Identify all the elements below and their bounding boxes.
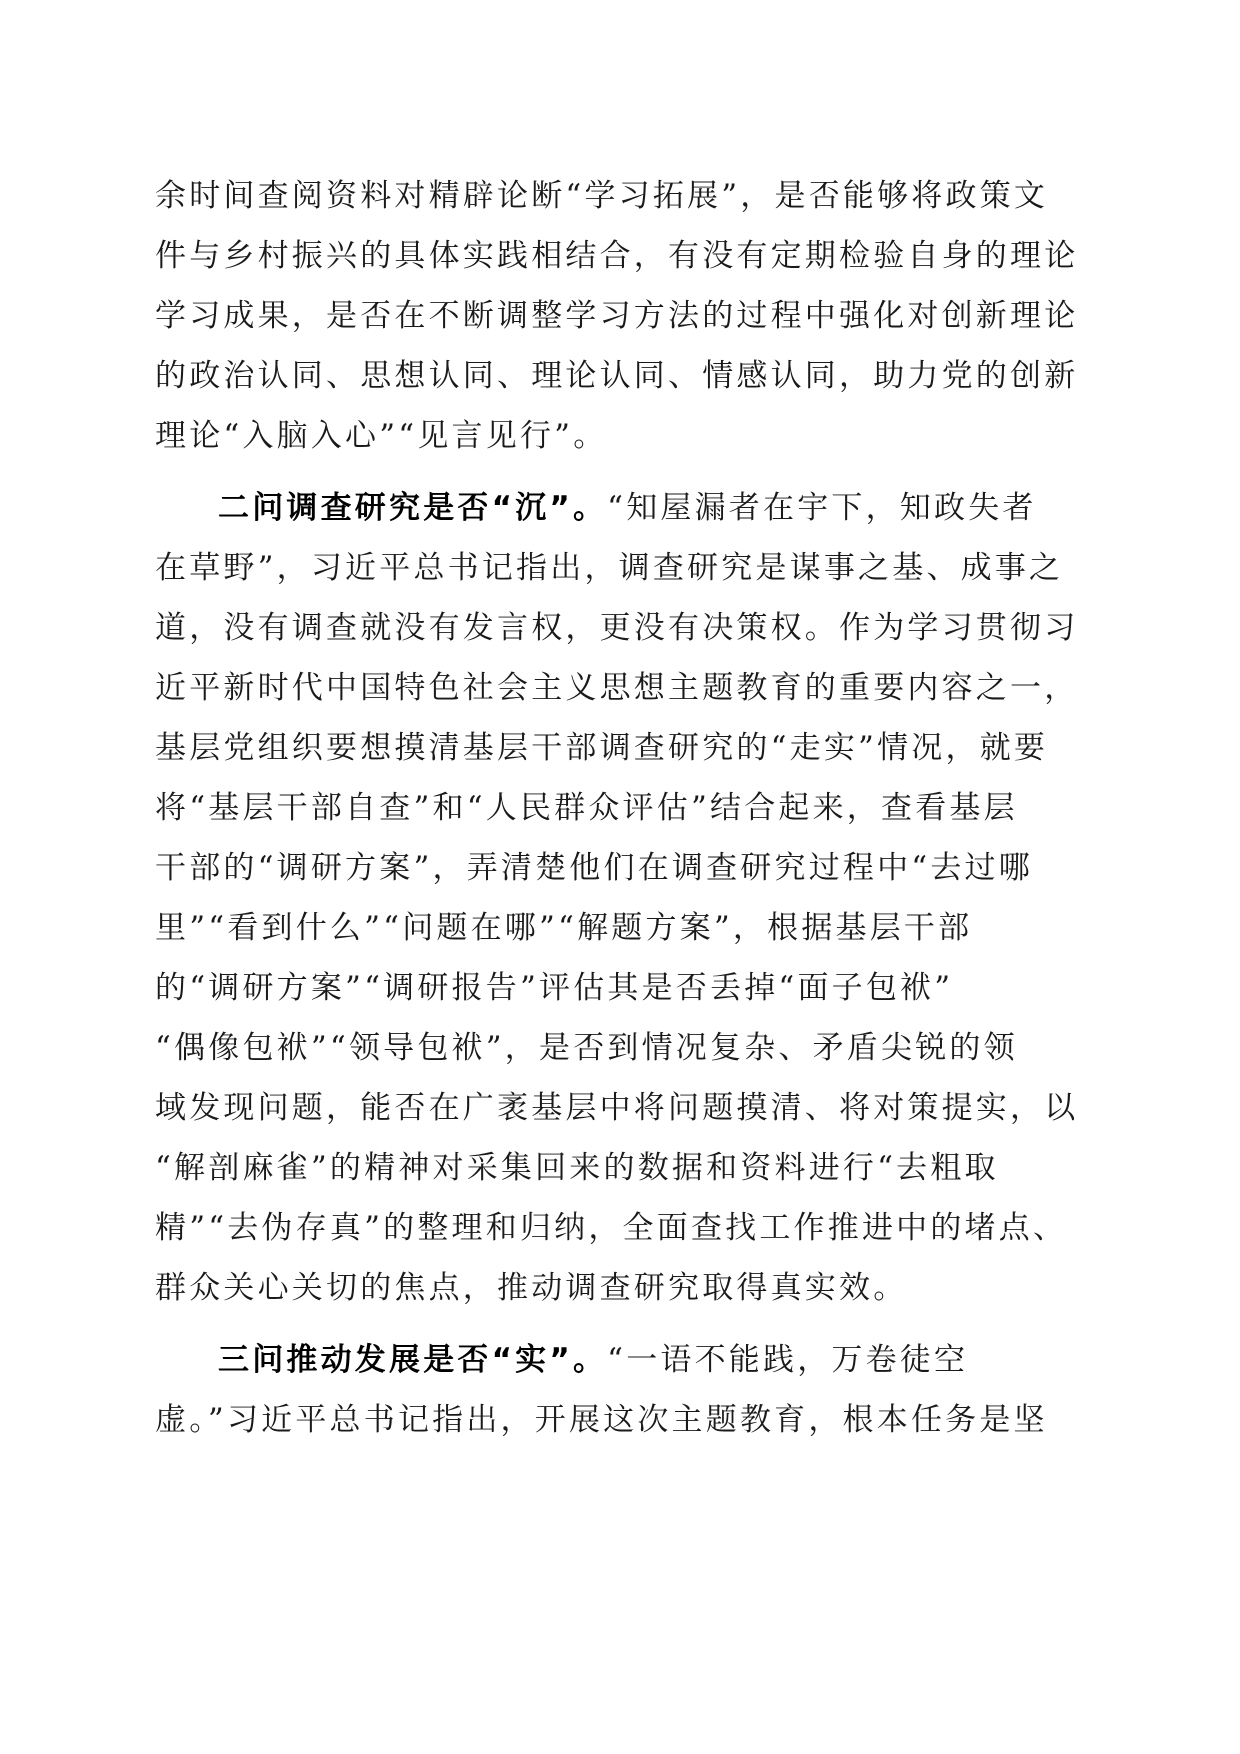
paragraph-first-line [218, 476, 1085, 540]
text-line: 的“调研方案”“调研报告”评估其是否丢掉“面子包袱” [155, 970, 954, 1006]
section-heading-3: 三问推动发展是否“实”。 [218, 1342, 608, 1378]
text-line: “偶像包袱”“领导包袱”，是否到情况复杂、矛盾尖锐的领 [155, 1030, 1018, 1066]
text-line: 理论“入脑入心”“见言见行”。 [155, 418, 608, 454]
text-line: 域发现问题，能否在广袤基层中将问题摸清、将对策提实，以 [155, 1090, 1079, 1126]
text-span: “知屋漏者在宇下，知政失者 [607, 490, 1037, 526]
text-line: 在草野”，习近平总书记指出，调查研究是谋事之基、成事之 [155, 550, 1064, 586]
text-line: 的政治认同、思想认同、理论认同、情感认同，助力党的创新 [155, 358, 1079, 394]
text-span: “一语不能践，万卷徒空 [607, 1342, 969, 1378]
text-line: 近平新时代中国特色社会主义思想主题教育的重要内容之一， [155, 670, 1079, 706]
text-line: 虚。”习近平总书记指出，开展这次主题教育，根本任务是坚 [155, 1402, 1048, 1438]
text-line: 群众关心关切的焦点，推动调查研究取得真实效。 [155, 1270, 908, 1306]
text-line: 基层党组织要想摸清基层干部调查研究的“走实”情况，就要 [155, 730, 1049, 766]
text-line: 精”“去伪存真”的整理和归纳，全面查找工作推进中的堵点、 [155, 1210, 1068, 1246]
paragraph-first-line [218, 1328, 1085, 1392]
text-line: 余时间查阅资料对精辟论断“学习拓展”，是否能够将政策文 [155, 178, 1049, 214]
section-heading-2: 二问调查研究是否“沉”。 [218, 490, 608, 526]
text-line: 干部的“调研方案”，弄清楚他们在调查研究过程中“去过哪 [155, 850, 1033, 886]
text-line: 将“基层干部自查”和“人民群众评估”结合起来，查看基层 [155, 790, 1018, 826]
text-line: “解剖麻雀”的精神对采集回来的数据和资料进行“去粗取 [155, 1150, 999, 1186]
text-line: 里”“看到什么”“问题在哪”“解题方案”，根据基层干部 [155, 910, 973, 946]
text-line: 件与乡村振兴的具体实践相结合，有没有定期检验自身的理论 [155, 238, 1079, 274]
text-line: 学习成果，是否在不断调整学习方法的过程中强化对创新理论 [155, 298, 1079, 334]
text-line: 道，没有调查就没有发言权，更没有决策权。作为学习贯彻习 [155, 610, 1079, 646]
